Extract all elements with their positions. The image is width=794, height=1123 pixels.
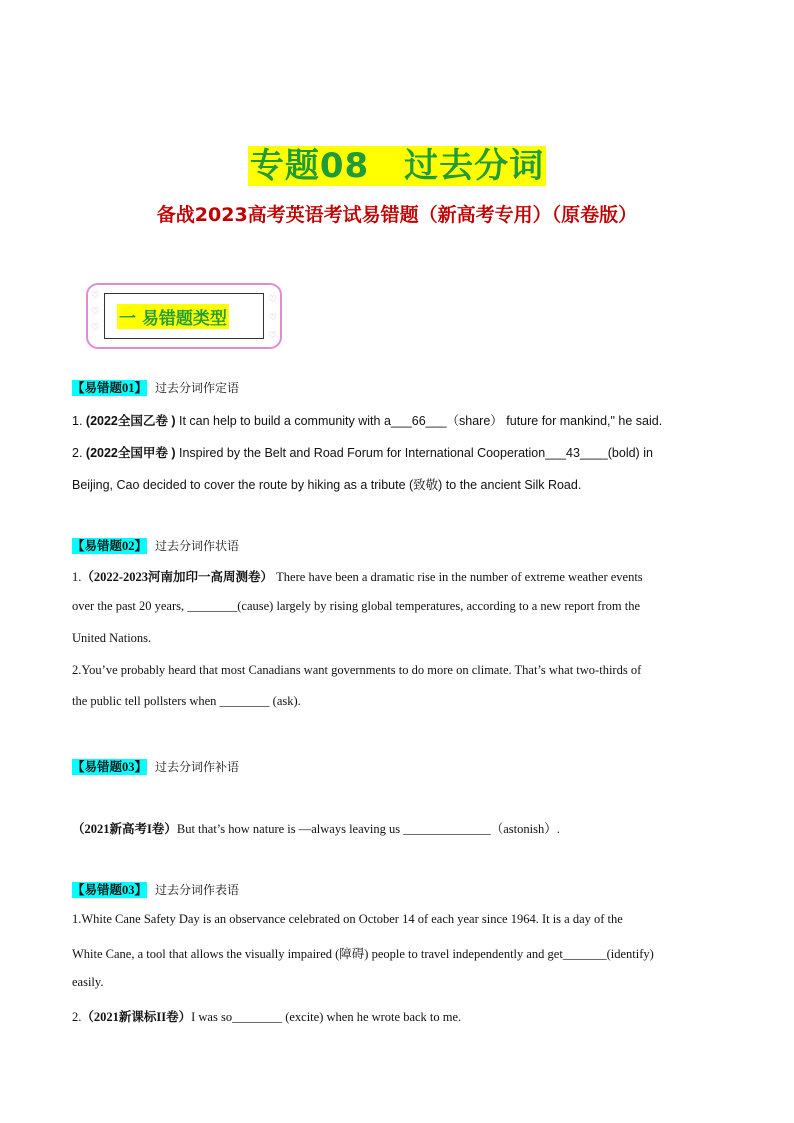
section-heading-text: 过去分词作定语: [155, 381, 240, 395]
question-text: I was so________ (excite) when he wrote back to me.: [191, 1010, 462, 1024]
question-line: [72, 411, 662, 429]
question-text: over the past 20 years, ________(cause) largely by rising global temperatures, according to a new report from the: [72, 599, 640, 613]
question-source: (2022全国乙卷 ): [85, 414, 176, 428]
question-line: [72, 663, 641, 678]
document-title: [0, 138, 794, 187]
question-text-after: （share） future for mankind," he said.: [446, 414, 663, 428]
question-number: 2.: [72, 446, 86, 460]
section-badge-label: 一 易错题类型: [117, 304, 229, 329]
question-text-after: (bold) in: [607, 446, 653, 460]
question-text: But that’s how nature is —always leaving us ______________（astonish）.: [176, 822, 560, 836]
question-text: United Nations.: [72, 631, 152, 645]
question-line: [72, 694, 301, 709]
section-tag: 【易错题03】: [72, 760, 148, 774]
section-tag: 【易错题02】: [72, 539, 148, 553]
question-text: White Cane, a tool that allows the visually impaired (障碍) people to travel independently and get_______(identify): [72, 947, 654, 961]
question-source: （2022-2023河南加印一高周测卷）: [81, 570, 274, 584]
question-source: （2021新高考I卷）: [72, 822, 177, 836]
heart-decoration-icon: ♡: [91, 322, 100, 332]
question-text: It can help to build a community with a: [175, 414, 391, 428]
document-subtitle: 备战2023高考英语考试易错题（新高考专用）（原卷版）: [156, 204, 638, 226]
section-badge-frame: [86, 283, 282, 349]
question-source: (2022全国甲卷 ): [85, 446, 176, 460]
section-heading: [72, 880, 239, 898]
question-text: There have been a dramatic rise in the number of extreme weather events: [273, 570, 643, 584]
section-heading: [72, 378, 239, 396]
question-number: 1.: [72, 570, 82, 584]
question-number: 1.: [72, 414, 86, 428]
title-text: 专题08 过去分词: [249, 146, 545, 186]
question-line: [72, 567, 643, 585]
section-badge-inner: [104, 293, 264, 339]
question-text: 2.You’ve probably heard that most Canadians want governments to do more on climate. That’s what two-thirds of: [72, 663, 642, 677]
question-source: （2021新课标II卷）: [81, 1010, 192, 1024]
section-tag: 【易错题01】: [72, 381, 148, 395]
question-line: [72, 975, 103, 990]
section-heading-text: 过去分词作表语: [155, 883, 240, 897]
question-text: easily.: [72, 975, 104, 989]
question-text: Inspired by the Belt and Road Forum for International Cooperation: [175, 446, 546, 460]
question-text: Beijing, Cao decided to cover the route by hiking as a tribute (致敬) to the ancient Silk Road.: [72, 478, 582, 492]
heart-decoration-icon: ♡: [91, 290, 100, 300]
answer-blank: ___66___: [390, 414, 447, 428]
question-text: 1.White Cane Safety Day is an observance celebrated on October 14 of each year since 1964. It is a day of the: [72, 912, 623, 926]
heart-decoration-icon: ♡: [91, 306, 100, 316]
section-tag: 【易错题03】: [72, 883, 148, 897]
question-line: [72, 1007, 461, 1025]
section-heading: [72, 757, 239, 775]
heart-decoration-icon: ♡: [268, 312, 277, 322]
section-heading-text: 过去分词作补语: [155, 760, 240, 774]
answer-blank: ___43____: [545, 446, 608, 460]
question-number: 2.: [72, 1010, 82, 1024]
section-heading-text: 过去分词作状语: [155, 539, 240, 553]
question-line: [72, 819, 560, 837]
question-line: [72, 599, 640, 614]
question-text: the public tell pollsters when ________ (ask).: [72, 694, 301, 708]
heart-decoration-icon: ♡: [268, 294, 277, 304]
question-line: [72, 944, 654, 962]
question-line: [72, 631, 151, 646]
question-line: [72, 912, 623, 927]
question-line: [72, 443, 653, 461]
section-heading: [72, 536, 239, 554]
heart-decoration-icon: ♡: [268, 330, 277, 340]
question-line: [72, 475, 581, 493]
